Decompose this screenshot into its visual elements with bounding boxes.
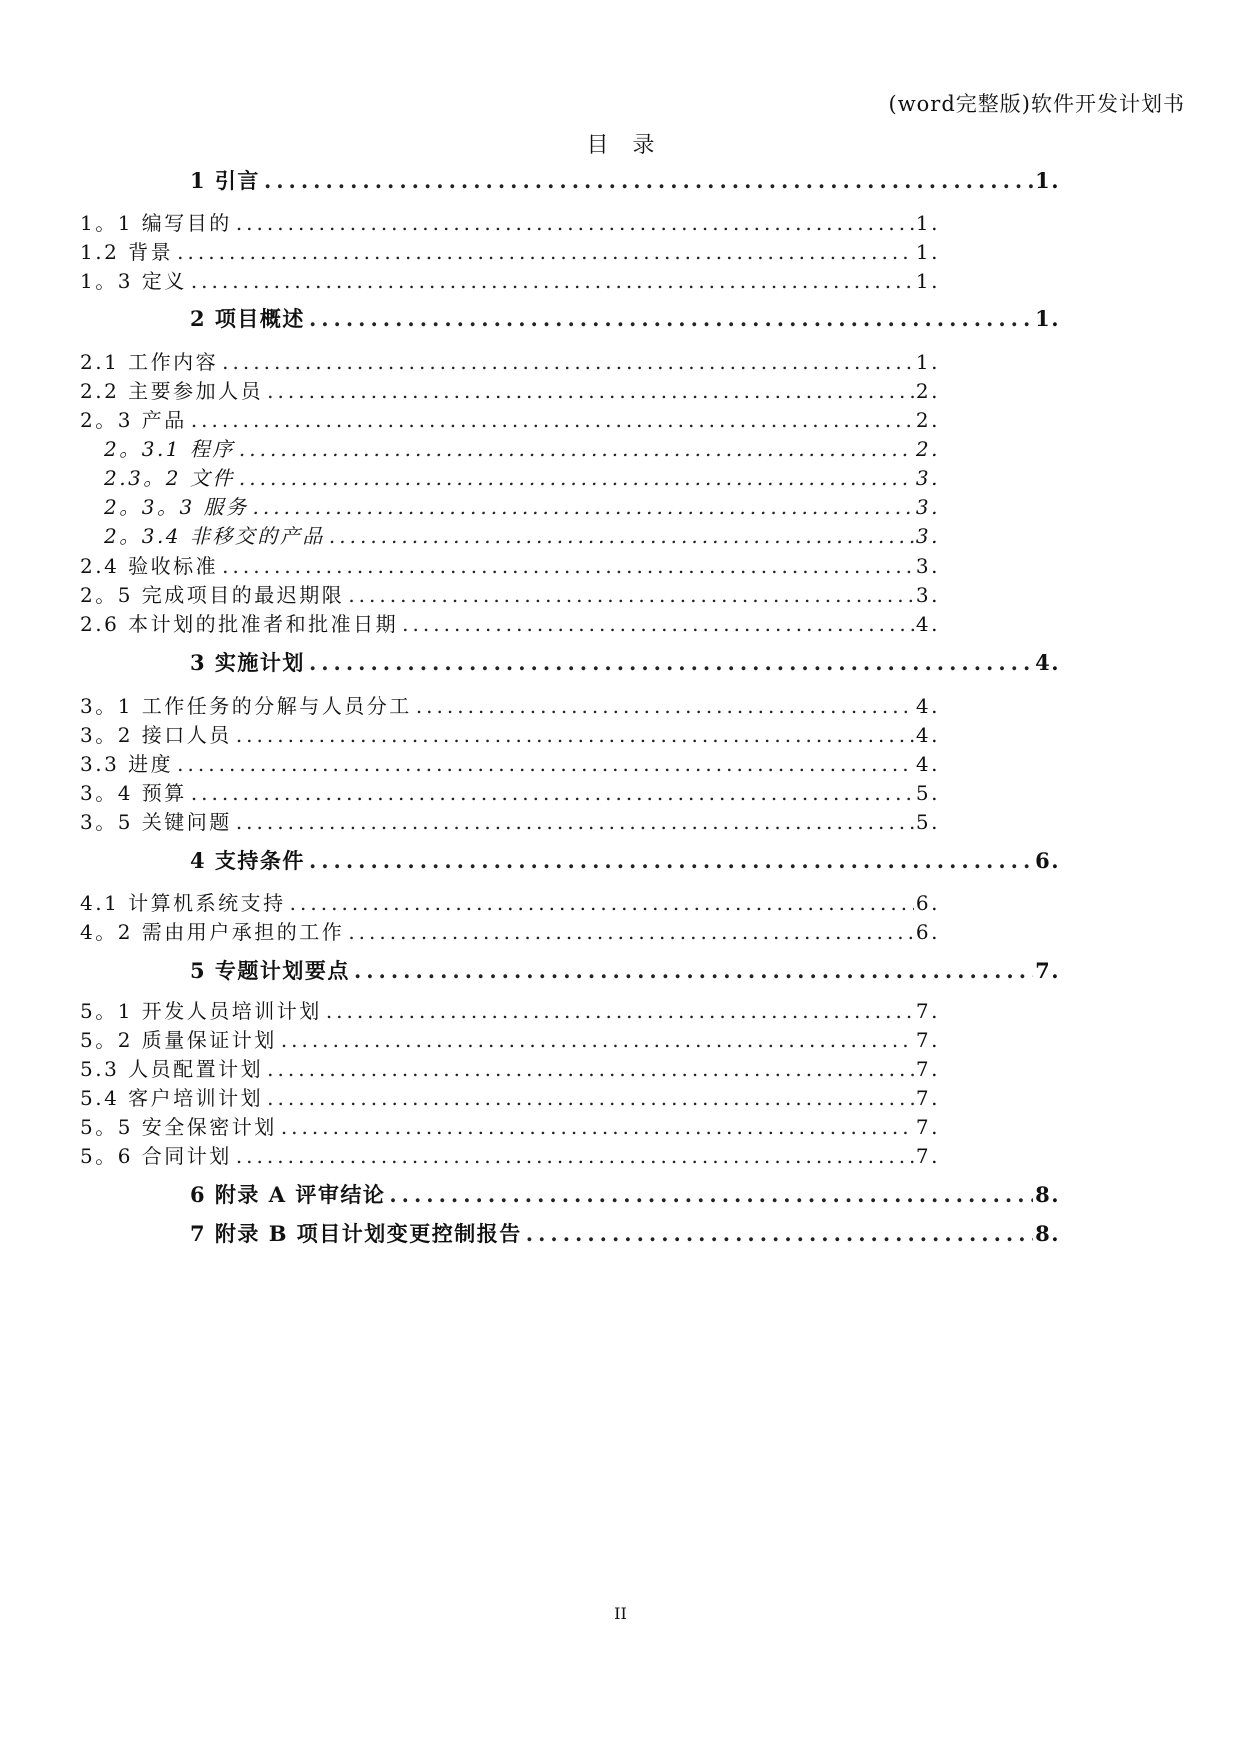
toc-entry[interactable] [80, 806, 940, 838]
toc-entry-page: 7 . [1033, 958, 1060, 983]
toc-entry[interactable] [190, 165, 1060, 197]
toc-entry-page: 6 . [914, 891, 940, 915]
toc-entry-page: 3 . [914, 583, 940, 607]
toc-entry[interactable] [80, 375, 940, 407]
toc-entry-page: 3 . [914, 466, 940, 490]
toc-entry-label: 2。5 完成项目的最迟期限 [80, 583, 345, 607]
toc-entry[interactable] [104, 433, 940, 465]
toc-title: 目录 [586, 133, 679, 158]
toc-entry-label: 4.1 计算机系统支持 [80, 891, 286, 915]
toc-entry-label: 3 实施计划 [190, 650, 305, 675]
toc-entry-page: 1 . [914, 211, 940, 235]
toc-dot-leader [402, 612, 914, 636]
toc-dot-leader [309, 848, 1033, 873]
toc-entry-label: 2.1 工作内容 [80, 350, 219, 374]
toc-entry-label: 5。5 安全保密计划 [80, 1115, 277, 1139]
toc-entry[interactable] [104, 491, 940, 523]
toc-entry[interactable] [80, 1140, 940, 1172]
toc-entry-page: 2 . [914, 408, 940, 432]
toc-entry-label: 5。6 合同计划 [80, 1144, 232, 1168]
toc-entry[interactable] [104, 462, 940, 494]
toc-entry-page: 4 . [914, 752, 940, 776]
toc-entry-label: 2。3。3 服务 [104, 495, 249, 519]
toc-entry[interactable] [80, 207, 940, 239]
toc-entry-label: 4 支持条件 [190, 848, 305, 873]
toc-entry-page: 1 . [1033, 168, 1060, 193]
toc-entry-label: 5.3 人员配置计划 [80, 1057, 264, 1081]
toc-entry-page: 7 . [914, 1086, 940, 1110]
toc-dot-leader [267, 379, 914, 403]
toc-entry[interactable] [190, 1179, 1060, 1211]
toc-entry-label: 2 项目概述 [190, 306, 305, 331]
toc-dot-leader [236, 1144, 914, 1168]
toc-entry-label: 1.2 背景 [80, 240, 174, 264]
toc-entry-page: 4 . [914, 694, 940, 718]
toc-entry-page: 3 . [914, 524, 940, 548]
toc-entry-page: 7 . [914, 999, 940, 1023]
toc-dot-leader [236, 810, 914, 834]
toc-entry-page: 3 . [914, 495, 940, 519]
toc-entry[interactable] [80, 1024, 940, 1056]
toc-entry-label: 3。1 工作任务的分解与人员分工 [80, 694, 412, 718]
toc-entry-label: 2.3。2 文件 [104, 466, 235, 490]
toc-dot-leader [281, 1028, 914, 1052]
toc-entry-label: 2.4 验收标准 [80, 554, 219, 578]
toc-entry-label: 5 专题计划要点 [190, 958, 350, 983]
toc-dot-leader [222, 350, 914, 374]
toc-entry-label: 2。3 产品 [80, 408, 187, 432]
toc-entry-page: 7 . [914, 1144, 940, 1168]
page-header-title: (word完整版)软件开发计划书 [888, 92, 1185, 116]
toc-dot-leader [389, 1182, 1033, 1207]
toc-entry-label: 1。1 编写目的 [80, 211, 232, 235]
toc-entry-page: 7 . [914, 1057, 940, 1081]
toc-entry-page: 3 . [914, 554, 940, 578]
toc-entry[interactable] [80, 995, 940, 1027]
toc-dot-leader [348, 583, 914, 607]
toc-entry[interactable] [190, 955, 1060, 987]
toc-entry[interactable] [190, 647, 1060, 679]
toc-entry[interactable] [80, 404, 940, 436]
toc-entry-label: 5。1 开发人员培训计划 [80, 999, 322, 1023]
toc-dot-leader [309, 650, 1033, 675]
toc-entry-label: 6 附录 A 评审结论 [190, 1182, 386, 1207]
toc-entry-page: 4 . [1033, 650, 1060, 675]
toc-entry-page: 6 . [914, 920, 940, 944]
toc-entry-page: 8 . [1033, 1221, 1060, 1246]
toc-entry[interactable] [190, 1218, 1060, 1250]
toc-entry-page: 1 . [914, 240, 940, 264]
toc-entry[interactable] [80, 579, 940, 611]
toc-entry-page: 7 . [914, 1115, 940, 1139]
toc-dot-leader [191, 408, 914, 432]
toc-entry-page: 2 . [914, 437, 940, 461]
toc-entry-page: 5 . [914, 810, 940, 834]
toc-entry-label: 2。3.1 程序 [104, 437, 235, 461]
toc-dot-leader [177, 752, 914, 776]
toc-dot-leader [329, 524, 914, 548]
toc-entry-label: 7 附录 B 项目计划变更控制报告 [190, 1221, 522, 1246]
toc-dot-leader [309, 306, 1033, 331]
toc-dot-leader [239, 437, 914, 461]
toc-dot-leader [191, 781, 914, 805]
toc-entry-label: 2.6 本计划的批准者和批准日期 [80, 612, 399, 636]
toc-dot-leader [326, 999, 914, 1023]
toc-entry[interactable] [80, 1111, 940, 1143]
toc-entry-label: 1。3 定义 [80, 269, 187, 293]
toc-entry[interactable] [80, 887, 940, 919]
toc-entry[interactable] [104, 520, 940, 552]
toc-entry-label: 3.3 进度 [80, 752, 174, 776]
toc-entry-label: 4。2 需由用户承担的工作 [80, 920, 345, 944]
toc-entry[interactable] [80, 777, 940, 809]
toc-entry[interactable] [80, 608, 940, 640]
toc-dot-leader [264, 168, 1033, 193]
toc-entry[interactable] [190, 845, 1060, 877]
toc-entry-label: 2。3.4 非移交的产品 [104, 524, 325, 548]
toc-entry[interactable] [80, 346, 940, 378]
toc-dot-leader [236, 211, 914, 235]
toc-dot-leader [281, 1115, 914, 1139]
toc-entry-page: 2 . [914, 379, 940, 403]
toc-entry[interactable] [190, 303, 1060, 335]
page-number: II [614, 1604, 627, 1623]
toc-dot-leader [177, 240, 914, 264]
toc-dot-leader [354, 958, 1033, 983]
toc-entry-label: 1 引言 [190, 168, 260, 193]
toc-entry-label: 3。2 接口人员 [80, 723, 232, 747]
toc-entry[interactable] [80, 265, 940, 297]
toc-entry-label: 5.4 客户培训计划 [80, 1086, 264, 1110]
toc-entry-page: 8 . [1033, 1182, 1060, 1207]
toc-dot-leader [253, 495, 914, 519]
toc-entry[interactable] [80, 690, 940, 722]
toc-entry-page: 5 . [914, 781, 940, 805]
toc-dot-leader [267, 1086, 914, 1110]
toc-dot-leader [191, 269, 914, 293]
toc-entry-page: 4 . [914, 612, 940, 636]
toc-dot-leader [267, 1057, 914, 1081]
toc-entry[interactable] [80, 236, 940, 268]
toc-entry-label: 5。2 质量保证计划 [80, 1028, 277, 1052]
toc-entry[interactable] [80, 550, 940, 582]
toc-entry[interactable] [80, 719, 940, 751]
toc-entry[interactable] [80, 1082, 940, 1114]
toc-dot-leader [348, 920, 914, 944]
toc-dot-leader [236, 723, 914, 747]
toc-entry-page: 7 . [914, 1028, 940, 1052]
toc-entry[interactable] [80, 916, 940, 948]
toc-entry-page: 4 . [914, 723, 940, 747]
toc-entry-label: 3。5 关键问题 [80, 810, 232, 834]
toc-entry-page: 1 . [1033, 306, 1060, 331]
toc-entry-page: 6 . [1033, 848, 1060, 873]
toc-dot-leader [416, 694, 914, 718]
toc-dot-leader [526, 1221, 1033, 1246]
toc-entry[interactable] [80, 748, 940, 780]
toc-entry-page: 1 . [914, 350, 940, 374]
toc-dot-leader [239, 466, 914, 490]
toc-entry-label: 2.2 主要参加人员 [80, 379, 264, 403]
toc-entry-label: 3。4 预算 [80, 781, 187, 805]
toc-dot-leader [222, 554, 914, 578]
toc-entry-page: 1 . [914, 269, 940, 293]
toc-dot-leader [290, 891, 914, 915]
toc-entry[interactable] [80, 1053, 940, 1085]
